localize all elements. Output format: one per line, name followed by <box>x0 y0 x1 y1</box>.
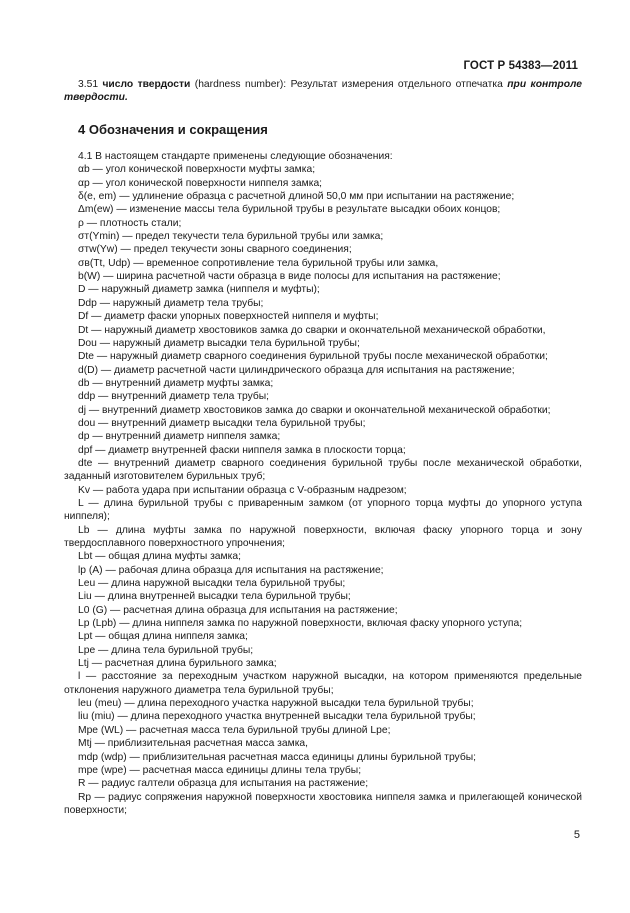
symbol-item: Lpe — длина тела бурильной трубы; <box>78 644 254 656</box>
clause-text: Результат измерения отдельного отпечатка <box>290 79 503 90</box>
symbol-item: d(D) — диаметр расчетной части цилиндрического образца для испытания на растяжение; <box>78 364 515 376</box>
symbol-item: Mtj — приблизительная расчетная масса замка, <box>78 738 309 750</box>
clause-ref-1: при контроле <box>507 79 582 90</box>
symbol-item: Kv — работа удара при испытании образца с V-образным надрезом; <box>78 484 407 496</box>
page-number: 5 <box>573 829 580 841</box>
symbol-item: L — длина бурильной трубы с приваренным замком (от упорного торца муфты до упорного уступа ниппеля); <box>64 497 582 523</box>
symbol-item: liu (miu) — длина переходного участка внутренней высадки тела бурильной трубы; <box>78 711 476 723</box>
symbol-item: R — радиус галтели образца для испытания на растяжение; <box>78 778 369 790</box>
symbol-item: Ltj — расчетная длина бурильного замка; <box>78 658 277 670</box>
symbol-item: Lp (Lpb) — длина ниппеля замка по наружной поверхности, включая фаску упорного уступа; <box>78 618 523 630</box>
symbol-item: Dou — наружный диаметр высадки тела бурильной трубы; <box>78 337 360 349</box>
symbol-item: dte — внутренний диаметр сварного соединения бурильной трубы после механической обработки, заданный изготовителем бурильных труб; <box>64 457 582 483</box>
clause-term: число твердости <box>102 79 191 90</box>
symbol-item: Df — диаметр фаски упорных поверхностей ниппеля и муфты; <box>78 311 379 323</box>
symbol-list <box>64 163 582 817</box>
symbol-item: σв(Tt, Udp) — временное сопротивление тела бурильной трубы или замка, <box>78 257 439 269</box>
symbol-item: dp — внутренний диаметр ниппеля замка; <box>78 431 281 443</box>
standard-header: ГОСТ Р 54383—2011 <box>463 60 578 72</box>
symbol-item: σт(Ymin) — предел текучести тела бурильной трубы или замка; <box>78 231 384 243</box>
symbol-item: mpe (wpe) — расчетная масса единицы длины тела трубы; <box>78 764 362 776</box>
section-title: 4 Обозначения и сокращения <box>78 121 268 137</box>
symbol-item: Mpe (WL) — расчетная масса тела бурильной трубы длиной Lpe; <box>78 724 391 736</box>
symbol-item: dpf — диаметр внутренней фаски ниппеля замка в плоскости торца; <box>78 444 406 456</box>
symbol-item: δ(e, em) — удлинение образца с расчетной длиной 50,0 мм при испытании на растяжение; <box>78 191 515 203</box>
clause-english: (hardness number): <box>194 79 287 90</box>
section-intro: 4.1 В настоящем стандарте применены следующие обозначения: <box>78 151 393 163</box>
symbol-item: Lb — длина муфты замка по наружной поверхности, включая фаску упорного торца и зону твердосплавного поверхностного упрочнения; <box>64 524 582 549</box>
symbol-item: Rp — радиус сопряжения наружной поверхности хвостовика ниппеля замка и прилегающей конической поверхности; <box>64 791 582 816</box>
symbol-item: Dte — наружный диаметр сварного соединения бурильной трубы после механической обработки; <box>78 351 548 363</box>
symbol-item: leu (meu) — длина переходного участка наружной высадки тела бурильной трубы; <box>78 698 474 710</box>
page-content <box>64 78 582 817</box>
symbol-item: dj — внутренний диаметр хвостовиков замка до сварки и окончательной механической обработки; <box>78 404 551 416</box>
symbol-item: Lbt — общая длина муфты замка; <box>78 551 241 563</box>
symbol-item: Leu — длина наружной высадки тела бурильной трубы; <box>78 578 346 590</box>
symbol-item: mdp (wdp) — приблизительная расчетная масса единицы длины бурильной трубы; <box>78 751 476 763</box>
symbol-item: dou — внутренний диаметр высадки тела бурильной трубы; <box>78 417 366 429</box>
clause-ref-2: твердости. <box>64 92 128 104</box>
symbol-item: Liu — длина внутренней высадки тела бурильной трубы; <box>78 591 351 603</box>
symbol-item: ρ — плотность стали; <box>78 217 182 229</box>
symbol-item: db — внутренний диаметр муфты замка; <box>78 377 274 389</box>
symbol-item: Ddp — наружный диаметр тела трубы; <box>78 297 264 309</box>
symbol-item: Δm(ew) — изменение массы тела бурильной трубы в результате высадки обоих концов; <box>78 204 501 216</box>
symbol-item: l — расстояние за переходным участком наружной высадки, на котором применяются предельные отклонения наружного диаметра тела бурильной трубы; <box>64 671 582 696</box>
clause-3-51 <box>64 78 582 105</box>
symbol-item: L0 (G) — расчетная длина образца для испытания на растяжение; <box>78 604 398 616</box>
symbol-item: αp — угол конической поверхности ниппеля замка; <box>78 177 323 189</box>
symbol-item: lp (A) — рабочая длина образца для испытания на растяжение; <box>78 564 384 576</box>
symbol-item: Lpt — общая длина ниппеля замка; <box>78 631 248 643</box>
symbol-item: αb — угол конической поверхности муфты замка; <box>78 164 316 176</box>
symbol-item: ddp — внутренний диаметр тела трубы; <box>78 391 269 403</box>
symbol-item: σтw(Yw) — предел текучести зоны сварного соединения; <box>78 244 352 256</box>
symbol-item: D — наружный диаметр замка (ниппеля и муфты); <box>78 284 320 296</box>
symbol-item: b(W) — ширина расчетной части образца в виде полосы для испытания на растяжение; <box>78 271 501 283</box>
symbol-item: Dt — наружный диаметр хвостовиков замка до сварки и окончательной механической обработки, <box>78 324 546 336</box>
clause-number: 3.51 <box>78 79 99 90</box>
